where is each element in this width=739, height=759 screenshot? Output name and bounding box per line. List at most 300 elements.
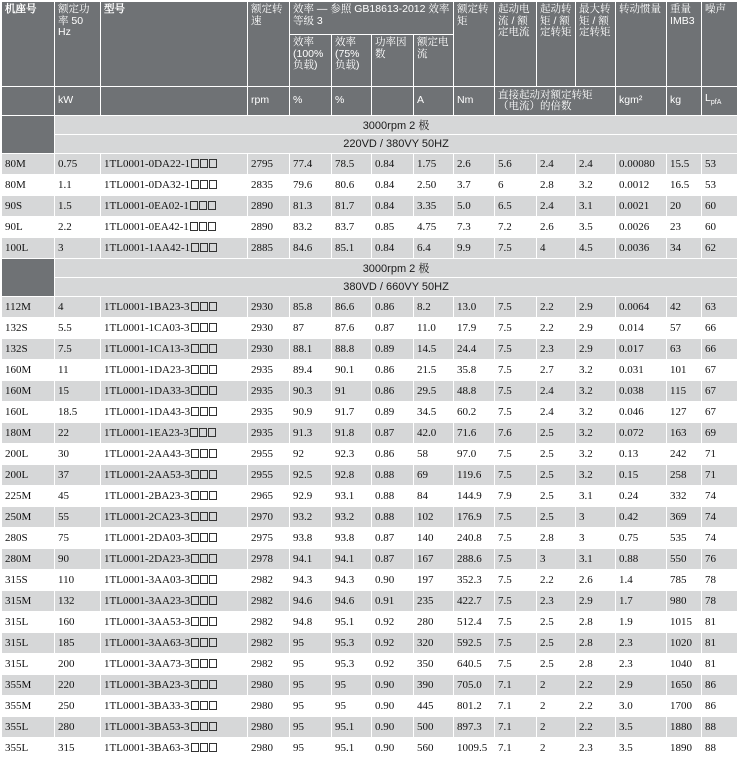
cell-model: [101, 675, 248, 696]
cell-model-text: 1TL0001-1DA43-3: [104, 406, 191, 418]
cell-start-torque-ratio: [537, 507, 576, 528]
cell-inertia-text: 2.3: [619, 658, 633, 670]
cell-power-kw: [55, 507, 101, 528]
cell-model-text: 1TL0001-1AA42-1: [104, 242, 191, 254]
cell-frame: [2, 717, 55, 738]
cell-weight-kg-text: 980: [670, 595, 687, 607]
option-code-box: [200, 470, 208, 479]
cell-torque-nm-text: 240.8: [457, 532, 482, 544]
cell-start-current-ratio: [495, 318, 537, 339]
cell-power-kw-text: 0.75: [58, 158, 78, 170]
cell-current-a: [414, 633, 454, 654]
cell-power-factor-text: 0.92: [375, 616, 395, 628]
cell-current-a-text: 4.75: [417, 221, 437, 233]
cell-eff-75: [332, 381, 372, 402]
cell-start-current-ratio: [495, 591, 537, 612]
cell-power-factor: [372, 217, 414, 238]
option-code-box: [199, 201, 207, 210]
cell-start-current-ratio-text: 5.6: [498, 158, 512, 170]
cell-power-factor-text: 0.92: [375, 637, 395, 649]
cell-inertia-text: 0.00080: [619, 158, 655, 170]
cell-weight-kg-text: 1880: [670, 721, 693, 733]
cell-weight-kg-text: 1650: [670, 679, 693, 691]
cell-noise-db: [702, 717, 738, 738]
cell-noise-db: [702, 675, 738, 696]
cell-eff-75: [332, 738, 372, 759]
cell-max-torque-ratio-text: 2.4: [579, 158, 593, 170]
cell-speed-rpm-text: 2982: [251, 658, 273, 670]
cell-frame: [2, 154, 55, 175]
cell-inertia: [616, 486, 667, 507]
cell-eff-100: [290, 633, 332, 654]
cell-model: [101, 528, 248, 549]
cell-start-current-ratio: [495, 217, 537, 238]
cell-torque-nm-text: 60.2: [457, 406, 477, 418]
cell-eff-100: [290, 654, 332, 675]
cell-speed-rpm-text: 2980: [251, 721, 273, 733]
cell-noise-db-text: 81: [705, 658, 717, 670]
cell-noise-db-text: 67: [705, 406, 717, 418]
cell-weight-kg: [667, 549, 702, 570]
cell-model: [101, 507, 248, 528]
unit-pct-75: %: [332, 87, 372, 116]
cell-start-current-ratio-text: 7.5: [498, 511, 512, 523]
cell-power-factor: [372, 465, 414, 486]
cell-torque-nm-text: 9.9: [457, 242, 471, 254]
cell-frame: [2, 196, 55, 217]
cell-eff-75-text: 94.1: [335, 553, 355, 565]
cell-speed-rpm-text: 2982: [251, 637, 273, 649]
option-code-box: [200, 407, 208, 416]
cell-start-torque-ratio-text: 2.5: [540, 511, 554, 523]
cell-frame: [2, 486, 55, 507]
cell-start-torque-ratio-text: 2.4: [540, 200, 554, 212]
cell-max-torque-ratio: [576, 612, 616, 633]
option-code-box: [191, 617, 199, 626]
cell-noise-db-text: 88: [705, 742, 717, 754]
cell-noise-db-text: 74: [705, 490, 717, 502]
option-code-box: [209, 533, 217, 542]
cell-start-current-ratio: [495, 675, 537, 696]
cell-frame: [2, 402, 55, 423]
cell-start-torque-ratio-text: 2: [540, 679, 546, 691]
cell-weight-kg-text: 332: [670, 490, 687, 502]
cell-start-torque-ratio-text: 4: [540, 242, 546, 254]
table-row: [2, 591, 738, 612]
cell-weight-kg-text: 550: [670, 553, 687, 565]
cell-max-torque-ratio-text: 2.8: [579, 616, 593, 628]
cell-noise-db: [702, 549, 738, 570]
option-code-box: [209, 512, 217, 521]
cell-model-text: 1TL0001-3BA33-3: [104, 700, 190, 712]
cell-max-torque-ratio: [576, 633, 616, 654]
cell-frame-text: 160L: [5, 406, 29, 418]
cell-model: [101, 717, 248, 738]
cell-power-kw: [55, 154, 101, 175]
option-code-box: [209, 554, 217, 563]
cell-noise-db-text: 60: [705, 221, 717, 233]
cell-current-a-text: 84: [417, 490, 428, 502]
unit-ratio: 直接起动对额定转矩（电流）的倍数: [495, 87, 616, 116]
cell-current-a: [414, 612, 454, 633]
cell-start-current-ratio: [495, 444, 537, 465]
cell-current-a-text: 560: [417, 742, 434, 754]
cell-model: [101, 612, 248, 633]
cell-speed-rpm-text: 2935: [251, 427, 273, 439]
option-code-box: [209, 470, 217, 479]
cell-weight-kg-text: 34: [670, 242, 682, 254]
cell-frame-text: 200L: [5, 469, 29, 481]
cell-start-torque-ratio: [537, 549, 576, 570]
cell-torque-nm-text: 1009.5: [457, 742, 488, 754]
cell-noise-db: [702, 339, 738, 360]
cell-noise-db-text: 76: [705, 553, 717, 565]
cell-speed-rpm: [248, 175, 290, 196]
cell-eff-100: [290, 549, 332, 570]
cell-inertia: [616, 360, 667, 381]
cell-noise-db: [702, 570, 738, 591]
cell-frame-text: 160M: [5, 364, 32, 376]
cell-model: [101, 591, 248, 612]
cell-max-torque-ratio-text: 3.2: [579, 448, 593, 460]
cell-frame: [2, 633, 55, 654]
cell-noise-db-text: 71: [705, 469, 717, 481]
cell-weight-kg-text: 115: [670, 385, 687, 397]
cell-start-current-ratio-text: 7.1: [498, 700, 512, 712]
cell-noise-db-text: 71: [705, 448, 717, 460]
option-code-box: [200, 659, 208, 668]
cell-eff-100: [290, 423, 332, 444]
cell-eff-100-text: 95: [293, 658, 304, 670]
cell-power-kw: [55, 654, 101, 675]
cell-noise-db: [702, 154, 738, 175]
cell-eff-100: [290, 154, 332, 175]
option-code-box: [209, 243, 217, 252]
cell-start-torque-ratio-text: 2.4: [540, 385, 554, 397]
cell-current-a-text: 11.0: [417, 322, 436, 334]
cell-start-current-ratio-text: 7.5: [498, 553, 512, 565]
cell-start-torque-ratio-text: 2.4: [540, 406, 554, 418]
cell-power-factor: [372, 175, 414, 196]
cell-start-torque-ratio: [537, 154, 576, 175]
cell-power-factor: [372, 297, 414, 318]
cell-power-factor-text: 0.88: [375, 490, 395, 502]
cell-start-torque-ratio-text: 2.5: [540, 469, 554, 481]
cell-torque-nm-text: 592.5: [457, 637, 482, 649]
cell-inertia-text: 0.017: [619, 343, 644, 355]
cell-start-torque-ratio: [537, 486, 576, 507]
cell-speed-rpm: [248, 654, 290, 675]
cell-power-kw: [55, 175, 101, 196]
cell-power-kw: [55, 381, 101, 402]
cell-power-kw-text: 1.1: [58, 179, 72, 191]
cell-weight-kg-text: 23: [670, 221, 682, 233]
cell-eff-75: [332, 696, 372, 717]
cell-weight-kg: [667, 339, 702, 360]
option-code-box: [200, 180, 208, 189]
option-code-box: [200, 159, 208, 168]
header-max-torque: 最大转矩 / 额定转矩: [576, 2, 616, 87]
cell-inertia: [616, 507, 667, 528]
cell-max-torque-ratio: [576, 297, 616, 318]
cell-noise-db-text: 86: [705, 679, 717, 691]
cell-start-current-ratio-text: 7.5: [498, 322, 512, 334]
option-code-box: [191, 638, 199, 647]
cell-start-current-ratio-text: 7.9: [498, 490, 512, 502]
cell-frame-text: 280S: [5, 532, 28, 544]
cell-power-kw-text: 132: [58, 595, 75, 607]
cell-eff-75: [332, 717, 372, 738]
cell-start-current-ratio-text: 7.5: [498, 637, 512, 649]
cell-power-factor-text: 0.90: [375, 679, 395, 691]
cell-frame: [2, 444, 55, 465]
cell-power-kw-text: 30: [58, 448, 69, 460]
cell-frame-text: 132S: [5, 322, 28, 334]
cell-frame: [2, 217, 55, 238]
cell-max-torque-ratio-text: 2.2: [579, 679, 593, 691]
cell-max-torque-ratio: [576, 318, 616, 339]
cell-max-torque-ratio: [576, 465, 616, 486]
cell-start-current-ratio: [495, 549, 537, 570]
cell-weight-kg: [667, 738, 702, 759]
cell-inertia-text: 0.13: [619, 448, 639, 460]
cell-start-current-ratio: [495, 696, 537, 717]
cell-eff-75: [332, 465, 372, 486]
cell-torque-nm: [454, 486, 495, 507]
cell-noise-db: [702, 238, 738, 259]
cell-current-a-text: 1.75: [417, 158, 437, 170]
cell-frame: [2, 549, 55, 570]
cell-weight-kg: [667, 507, 702, 528]
cell-eff-100: [290, 360, 332, 381]
cell-power-factor-text: 0.90: [375, 721, 395, 733]
cell-eff-75-text: 86.6: [335, 301, 355, 313]
cell-speed-rpm: [248, 196, 290, 217]
cell-current-a-text: 280: [417, 616, 434, 628]
table-row: [2, 654, 738, 675]
cell-torque-nm-text: 48.8: [457, 385, 477, 397]
cell-weight-kg: [667, 570, 702, 591]
cell-speed-rpm: [248, 675, 290, 696]
cell-noise-db: [702, 633, 738, 654]
cell-max-torque-ratio: [576, 402, 616, 423]
cell-speed-rpm: [248, 339, 290, 360]
cell-power-kw-text: 37: [58, 469, 69, 481]
cell-frame-text: 132S: [5, 343, 28, 355]
cell-current-a-text: 34.5: [417, 406, 437, 418]
cell-torque-nm-text: 35.8: [457, 364, 477, 376]
table-row: [2, 717, 738, 738]
cell-power-factor-text: 0.89: [375, 406, 395, 418]
cell-speed-rpm-text: 2890: [251, 200, 273, 212]
cell-weight-kg-text: 369: [670, 511, 687, 523]
cell-model-text: 1TL0001-2CA23-3: [104, 511, 190, 523]
cell-eff-75-text: 88.8: [335, 343, 355, 355]
cell-noise-db: [702, 486, 738, 507]
option-code-box: [200, 638, 208, 647]
cell-eff-75: [332, 217, 372, 238]
cell-current-a-text: 58: [417, 448, 428, 460]
cell-power-factor-text: 0.84: [375, 158, 395, 170]
cell-start-current-ratio-text: 7.5: [498, 406, 512, 418]
unit-kw: kW: [55, 87, 101, 116]
cell-eff-100: [290, 486, 332, 507]
cell-power-kw: [55, 612, 101, 633]
cell-power-kw: [55, 360, 101, 381]
cell-eff-75: [332, 196, 372, 217]
cell-start-torque-ratio: [537, 238, 576, 259]
cell-torque-nm-text: 3.7: [457, 179, 471, 191]
cell-start-torque-ratio-text: 2.8: [540, 179, 554, 191]
cell-model: [101, 696, 248, 717]
cell-current-a-text: 29.5: [417, 385, 437, 397]
cell-weight-kg-text: 1015: [670, 616, 693, 628]
cell-start-current-ratio-text: 7.5: [498, 385, 512, 397]
cell-start-current-ratio-text: 7.5: [498, 532, 512, 544]
option-code-box: [200, 743, 208, 752]
cell-model-text: 1TL0001-3BA63-3: [104, 742, 190, 754]
cell-weight-kg: [667, 402, 702, 423]
cell-eff-100: [290, 175, 332, 196]
cell-weight-kg-text: 57: [670, 322, 682, 334]
cell-max-torque-ratio-text: 3: [579, 532, 585, 544]
option-code-box: [209, 323, 217, 332]
cell-frame-text: 315M: [5, 595, 32, 607]
option-code-box: [209, 180, 217, 189]
cell-eff-100-text: 95: [293, 637, 304, 649]
cell-eff-75-text: 95.1: [335, 616, 355, 628]
cell-inertia-text: 0.75: [619, 532, 639, 544]
cell-model-text: 1TL0001-0EA02-1: [104, 200, 189, 212]
cell-power-kw: [55, 591, 101, 612]
cell-eff-100: [290, 507, 332, 528]
cell-start-torque-ratio-text: 2.6: [540, 221, 554, 233]
cell-max-torque-ratio-text: 3.2: [579, 364, 593, 376]
cell-current-a: [414, 507, 454, 528]
cell-frame-text: 250M: [5, 511, 32, 523]
cell-max-torque-ratio-text: 3.1: [579, 553, 593, 565]
cell-speed-rpm-text: 2890: [251, 221, 273, 233]
cell-frame-text: 315L: [5, 616, 29, 628]
cell-weight-kg: [667, 528, 702, 549]
cell-start-torque-ratio: [537, 217, 576, 238]
cell-eff-100-text: 95: [293, 742, 304, 754]
cell-model: [101, 217, 248, 238]
cell-torque-nm: [454, 549, 495, 570]
table-row: [2, 738, 738, 759]
cell-eff-100-text: 94.8: [293, 616, 313, 628]
option-code-box: [191, 365, 199, 374]
cell-model-text: 1TL0001-3AA53-3: [104, 616, 191, 628]
cell-model: [101, 402, 248, 423]
table-row: [2, 633, 738, 654]
cell-torque-nm-text: 352.3: [457, 574, 482, 586]
cell-inertia: [616, 591, 667, 612]
cell-inertia: [616, 570, 667, 591]
cell-eff-75: [332, 654, 372, 675]
cell-speed-rpm: [248, 402, 290, 423]
cell-weight-kg: [667, 318, 702, 339]
option-code-box: [191, 680, 199, 689]
cell-noise-db: [702, 612, 738, 633]
cell-speed-rpm-text: 2955: [251, 448, 273, 460]
cell-weight-kg: [667, 654, 702, 675]
cell-power-kw-text: 200: [58, 658, 75, 670]
option-code-box: [209, 386, 217, 395]
cell-model: [101, 654, 248, 675]
cell-torque-nm: [454, 465, 495, 486]
cell-noise-db-text: 53: [705, 158, 717, 170]
unit-nm: Nm: [454, 87, 495, 116]
cell-weight-kg: [667, 696, 702, 717]
cell-eff-75-text: 91.8: [335, 427, 355, 439]
cell-current-a: [414, 486, 454, 507]
cell-model-text: 1TL0001-1CA13-3: [104, 343, 190, 355]
cell-power-factor: [372, 507, 414, 528]
cell-start-torque-ratio: [537, 738, 576, 759]
cell-noise-db: [702, 297, 738, 318]
cell-eff-100-text: 95: [293, 721, 304, 733]
cell-speed-rpm: [248, 738, 290, 759]
cell-power-factor: [372, 717, 414, 738]
option-code-box: [208, 222, 216, 231]
cell-current-a-text: 14.5: [417, 343, 437, 355]
cell-start-current-ratio: [495, 507, 537, 528]
option-code-box: [208, 201, 216, 210]
cell-frame: [2, 360, 55, 381]
cell-inertia-text: 0.0064: [619, 301, 650, 313]
cell-eff-100: [290, 591, 332, 612]
cell-power-factor-text: 0.90: [375, 742, 395, 754]
cell-power-kw-text: 315: [58, 742, 75, 754]
cell-weight-kg-text: 1020: [670, 637, 693, 649]
cell-model-text: 1TL0001-3BA23-3: [104, 679, 190, 691]
cell-frame: [2, 381, 55, 402]
cell-speed-rpm-text: 2980: [251, 742, 273, 754]
cell-power-kw: [55, 549, 101, 570]
motor-spec-table: [1, 1, 738, 759]
cell-eff-100-text: 81.3: [293, 200, 313, 212]
cell-noise-db: [702, 402, 738, 423]
cell-frame-text: 280M: [5, 553, 32, 565]
cell-eff-100-text: 94.3: [293, 574, 313, 586]
cell-eff-100: [290, 696, 332, 717]
option-code-box: [209, 638, 217, 647]
option-code-box: [191, 323, 199, 332]
cell-power-factor: [372, 654, 414, 675]
cell-max-torque-ratio-text: 3.1: [579, 200, 593, 212]
cell-eff-75-text: 95: [335, 700, 346, 712]
cell-noise-db-text: 53: [705, 179, 717, 191]
cell-speed-rpm-text: 2935: [251, 385, 273, 397]
cell-start-current-ratio-text: 7.5: [498, 364, 512, 376]
cell-torque-nm: [454, 238, 495, 259]
cell-max-torque-ratio: [576, 423, 616, 444]
cell-model-text: 1TL0001-3AA03-3: [104, 574, 191, 586]
cell-eff-100-text: 91.3: [293, 427, 313, 439]
cell-inertia-text: 0.24: [619, 490, 639, 502]
cell-noise-db-text: 66: [705, 343, 717, 355]
cell-power-kw-text: 185: [58, 637, 75, 649]
cell-power-kw: [55, 486, 101, 507]
cell-inertia: [616, 381, 667, 402]
option-code-box: [200, 554, 208, 563]
cell-start-torque-ratio: [537, 570, 576, 591]
cell-power-kw-text: 250: [58, 700, 75, 712]
cell-start-torque-ratio: [537, 196, 576, 217]
cell-noise-db: [702, 423, 738, 444]
cell-eff-75-text: 93.2: [335, 511, 355, 523]
